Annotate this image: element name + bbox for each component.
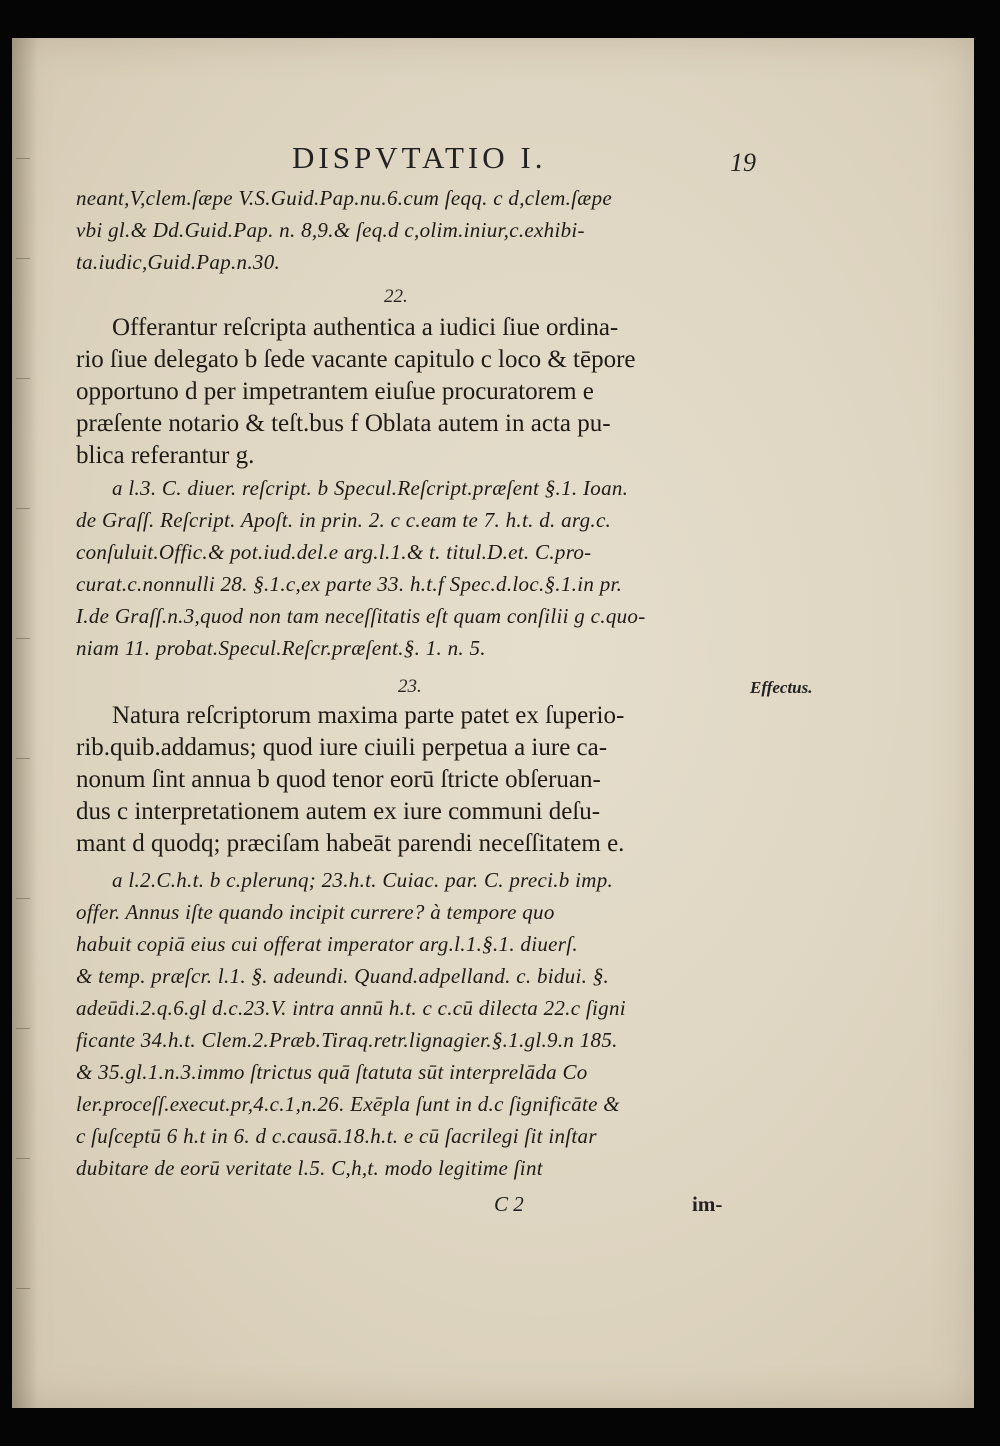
note-line: vbi gl.& Dd.Guid.Pap. n. 8,9.& ſeq.d c,olim.iniur,c.exhibi- [76,218,585,242]
note-line: curat.c.nonnulli 28. §.1.c,ex parte 33. h.t.f Spec.d.loc.§.1.in pr. [76,572,623,596]
signature-mark: C 2 [494,1192,524,1216]
note-line: neant,V,clem.ſæpe V.S.Guid.Pap.nu.6.cum ſeqq. c d,clem.ſæpe [76,186,612,210]
section-number: 23. [398,676,422,697]
note-line: a l.2.C.h.t. b c.plerunq; 23.h.t. Cuiac. par. C. preci.b imp. [112,868,614,892]
body-line: rib.quib.addamus; quod iure ciuili perpetua a iure ca- [76,734,608,761]
note-line: habuit copiā eius cui offerat imperator arg.l.1.§.1. diuerſ. [76,932,578,956]
running-header: DISPVTATIO I. [292,140,547,175]
note-line: ta.iudic,Guid.Pap.n.30. [76,250,281,274]
note-line: niam 11. probat.Specul.Reſcr.præſent.§. 1. n. 5. [76,636,486,660]
catchword: im- [692,1192,723,1216]
note-line: adeūdi.2.q.6.gl d.c.23.V. intra annū h.t. c c.cū dilecta 22.c ſigni [76,996,626,1020]
note-line: & temp. præſcr. l.1. §. adeundi. Quand.adpelland. c. bidui. §. [76,964,610,988]
body-line: blica referantur g. [76,442,255,469]
body-line: Natura reſcriptorum maxima parte patet ex ſuperio- [112,702,625,729]
section-number: 22. [384,286,408,307]
note-line: ler.proceſſ.execut.pr,4.c.1,n.26. Exēpla ſunt in d.c ſignificāte & [76,1092,620,1116]
binding-gutter [12,38,38,1408]
body-line: rio ſiue delegato b ſede vacante capitulo c loco & tēpore [76,346,636,373]
margin-note: Effectus. [750,678,813,697]
body-line: præſente notario & teſt.bus f Oblata autem in acta pu- [76,410,611,437]
note-line: offer. Annus iſte quando incipit currere? à tempore quo [76,900,555,924]
body-line: nonum ſint annua b quod tenor eorū ſtricte obſeruan- [76,766,601,793]
note-line: de Graſſ. Reſcript. Apoſt. in prin. 2. c c.eam te 7. h.t. d. arg.c. [76,508,612,532]
body-line: mant d quodq; præciſam habeāt parendi neceſſitatem e. [76,830,625,857]
note-line: conſuluit.Offic.& pot.iud.del.e arg.l.1.& t. titul.D.et. C.pro- [76,540,592,564]
note-line: ficante 34.h.t. Clem.2.Præb.Tiraq.retr.lignagier.§.1.gl.9.n 185. [76,1028,618,1052]
note-line: dubitare de eorū veritate l.5. C,h,t. modo legitime ſint [76,1156,543,1180]
note-line: & 35.gl.1.n.3.immo ſtrictus quā ſtatuta sūt interprelāda Co [76,1060,588,1084]
book-page [12,38,974,1408]
note-line: a l.3. C. diuer. reſcript. b Specul.Reſcript.præſent §.1. Ioan. [112,476,629,500]
body-line: Offerantur reſcripta authentica a iudici ſiue ordina- [112,314,619,341]
body-line: opportuno d per impetrantem eiuſue procuratorem e [76,378,594,405]
body-line: dus c interpretationem autem ex iure communi deſu- [76,798,601,825]
page-number: 19 [730,148,756,177]
note-line: I.de Graſſ.n.3,quod non tam neceſſitatis eſt quam conſilii g c.quo- [76,604,646,628]
note-line: c ſuſceptū 6 h.t in 6. d c.causā.18.h.t. e cū ſacrilegi ſit inſtar [76,1124,597,1148]
